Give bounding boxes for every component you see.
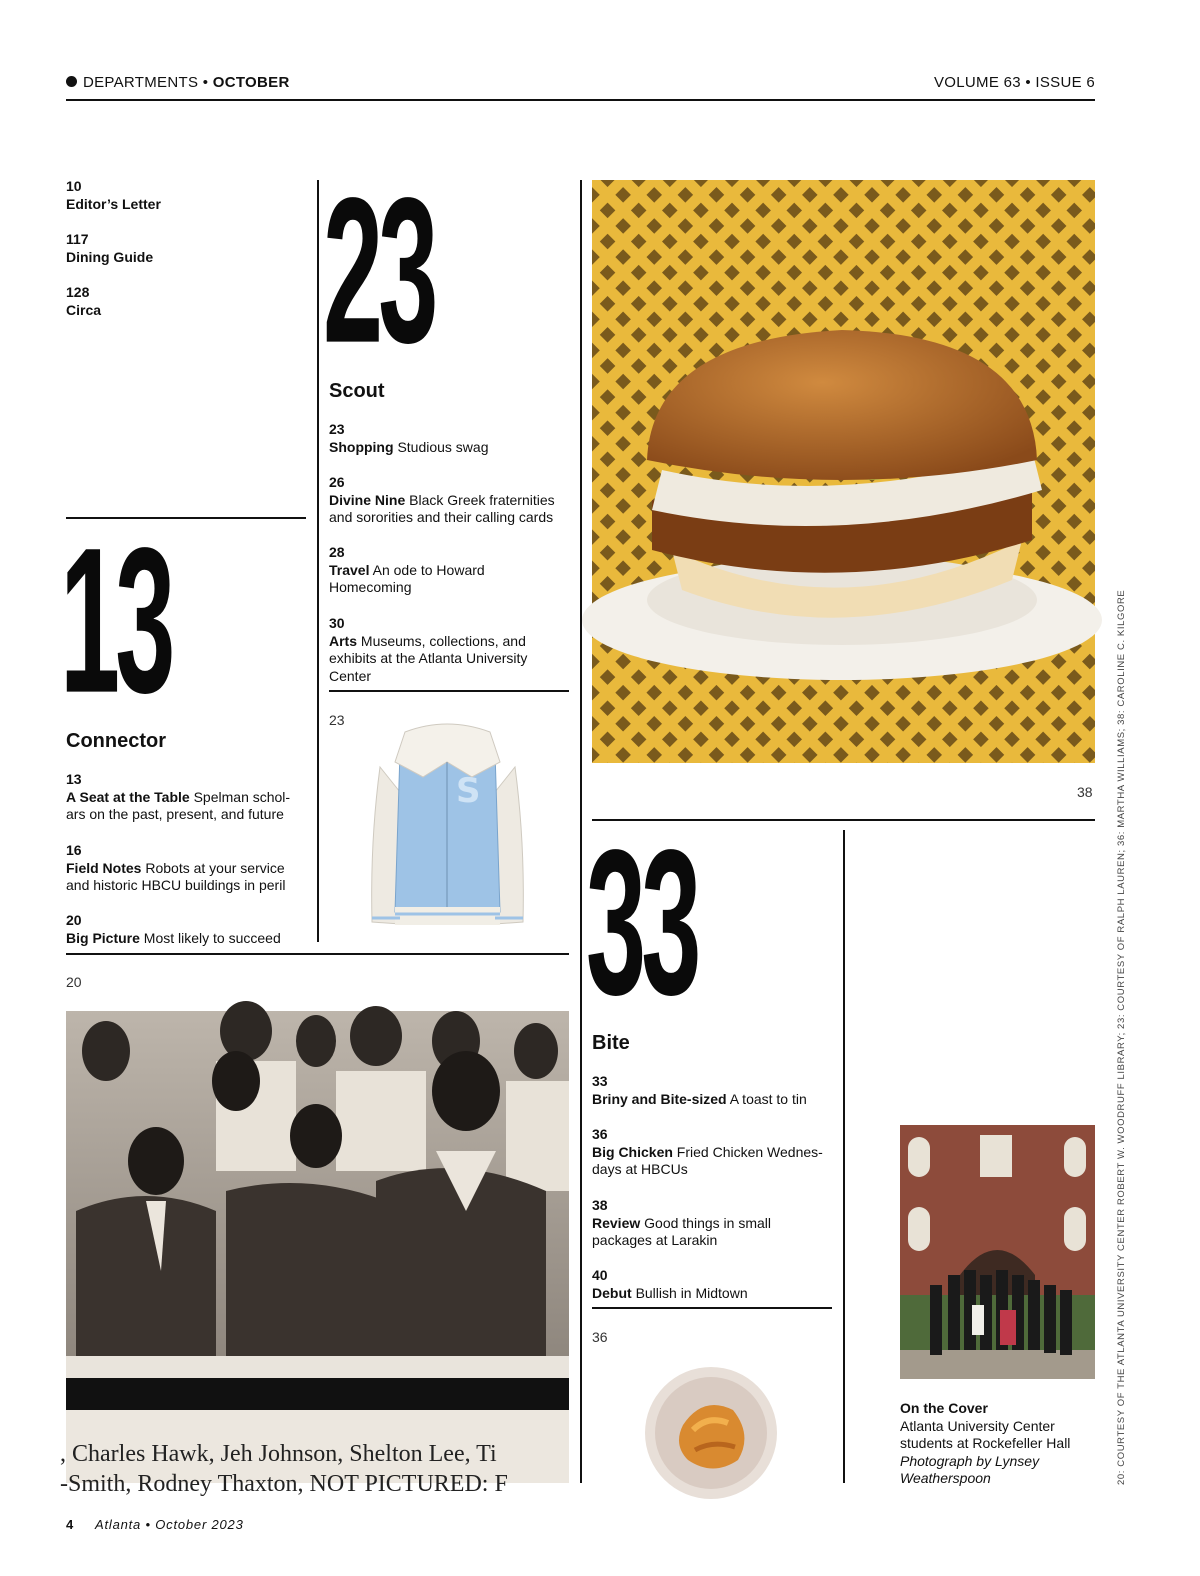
page-number: 40 (592, 1267, 608, 1283)
photo-page-number: 36 (592, 1329, 608, 1345)
page-number: 28 (329, 544, 345, 560)
svg-text:S: S (456, 771, 481, 811)
varsity-jacket-illustration (360, 722, 535, 937)
page-number: 38 (592, 1197, 608, 1213)
burger-illustration (592, 180, 1095, 763)
section-title-scout: Scout (329, 380, 385, 402)
page-number: 128 (66, 284, 90, 300)
page-number: 20 (66, 912, 82, 928)
page-number: 30 (329, 615, 345, 631)
entry-description: An ode to Howard Homecoming (329, 561, 485, 596)
page-number: 13 (66, 771, 82, 787)
cover-label: On the Cover (900, 1400, 988, 1416)
entry-description: Robots at your service and historic HBCU buildings in peril (66, 859, 286, 894)
column-divider (580, 180, 582, 942)
entry-title: Travel (329, 561, 370, 578)
entry-title: Circa (66, 301, 102, 318)
toc-entry[interactable] (329, 474, 569, 527)
header-section: DEPARTMENTS (83, 74, 199, 91)
photo-credits: 20: COURTESY OF THE ATLANTA UNIVERSITY CENTER ROBERT W. WOODRUFF LIBRARY; 23: COURTESY OF RALPH LAUREN; 36: MARTHA WILLIAMS; 38: CAROLINE C. KILGORE (1116, 589, 1127, 1485)
toc-entry[interactable] (329, 421, 569, 456)
burger-photo (592, 180, 1095, 763)
section-rule (592, 1307, 832, 1309)
entry-description: Museums, collections, and exhibits at the Atlanta University Center (329, 632, 528, 684)
section-title-connector: Connector (66, 730, 166, 752)
entry-description: Spelman schol-ars on the past, present, and future (66, 788, 291, 823)
section-number-connector: 13 (60, 505, 171, 737)
header-volume: VOLUME 63 • ISSUE 6 (933, 74, 1095, 91)
cover-photo (900, 1125, 1095, 1379)
header-month: OCTOBER (212, 74, 290, 91)
page-number: 23 (329, 421, 345, 437)
section-title-bite: Bite (592, 1032, 630, 1054)
dessert-photo (643, 1365, 779, 1501)
toc-entry[interactable] (66, 912, 306, 947)
dessert-bowl-illustration (643, 1365, 779, 1501)
toc-entry[interactable] (592, 1073, 832, 1108)
entry-description: Black Greek fraternities and sororities and their calling cards (329, 491, 555, 526)
cover-caption (900, 1400, 1095, 1488)
entry-title: Debut (592, 1284, 632, 1301)
photo-page-number: 23 (329, 712, 345, 728)
page-number: 26 (329, 474, 345, 490)
entry-description: Studious swag (397, 438, 489, 455)
yearbook-photo (60, 1011, 569, 1497)
column-divider (843, 830, 845, 1483)
entry-title: Editor’s Letter (66, 195, 161, 212)
page-number: 117 (66, 231, 89, 247)
cover-description: Atlanta University Center students at Rockefeller Hall (900, 1417, 1071, 1452)
section-number-scout: 23 (323, 155, 434, 387)
yearbook-photo-illustration (60, 1011, 569, 1497)
burger-page-number: 38 (1077, 784, 1093, 800)
misc-item[interactable] (66, 231, 306, 266)
header-left: DEPARTMENTS • OCTOBER (66, 74, 290, 91)
toc-entry[interactable] (329, 615, 569, 685)
entry-title: A Seat at the Table (66, 788, 190, 805)
entry-description: Fried Chicken Wednes-days at HBCUs (592, 1143, 823, 1178)
yearbook-caption-2: -Smith, Rodney Thaxton, NOT PICTURED: F (60, 1471, 508, 1497)
header-rule (66, 99, 1095, 101)
section-number-bite: 33 (586, 807, 697, 1039)
misc-item[interactable] (66, 178, 306, 213)
cover-photo-credit: Photograph by Lynsey Weatherspoon (900, 1452, 1040, 1487)
entry-title: Big Picture (66, 929, 140, 946)
rockefeller-hall-illustration (900, 1125, 1095, 1379)
entry-description: Good things in small packages at Larakin (592, 1214, 771, 1249)
column-divider (580, 942, 582, 1483)
photo-page-number: 20 (66, 974, 82, 990)
jacket-photo (360, 722, 535, 937)
page-number: 10 (66, 178, 82, 194)
entry-title: Shopping (329, 438, 394, 455)
entry-title: Dining Guide (66, 248, 154, 265)
entry-description: Most likely to succeed (143, 929, 281, 946)
page-number: 16 (66, 842, 82, 858)
toc-entry[interactable] (592, 1126, 832, 1179)
entry-description: A toast to tin (729, 1090, 807, 1107)
yearbook-caption: , Charles Hawk, Jeh Johnson, Shelton Lee, Ti (60, 1441, 497, 1467)
section-rule (329, 690, 569, 692)
entry-title: Review (592, 1214, 641, 1231)
footer-page-number: 4 (66, 1517, 74, 1532)
page-number: 33 (592, 1073, 608, 1089)
column-divider (317, 180, 319, 942)
entry-title: Briny and Bite-sized (592, 1090, 727, 1107)
entry-title: Big Chicken (592, 1143, 673, 1160)
toc-entry[interactable] (66, 771, 306, 824)
section-rule (66, 953, 569, 955)
toc-entry[interactable] (592, 1197, 832, 1250)
bullet-icon (66, 76, 77, 87)
entry-title: Field Notes (66, 859, 142, 876)
entry-title: Arts (329, 632, 358, 649)
toc-entry[interactable] (592, 1267, 832, 1302)
toc-entry[interactable] (66, 842, 306, 895)
toc-entry[interactable] (329, 544, 569, 597)
misc-item[interactable] (66, 284, 306, 319)
page-number: 36 (592, 1126, 608, 1142)
entry-description: Bullish in Midtown (635, 1284, 748, 1301)
footer-publication: Atlanta • October 2023 (95, 1517, 244, 1532)
entry-title: Divine Nine (329, 491, 406, 508)
